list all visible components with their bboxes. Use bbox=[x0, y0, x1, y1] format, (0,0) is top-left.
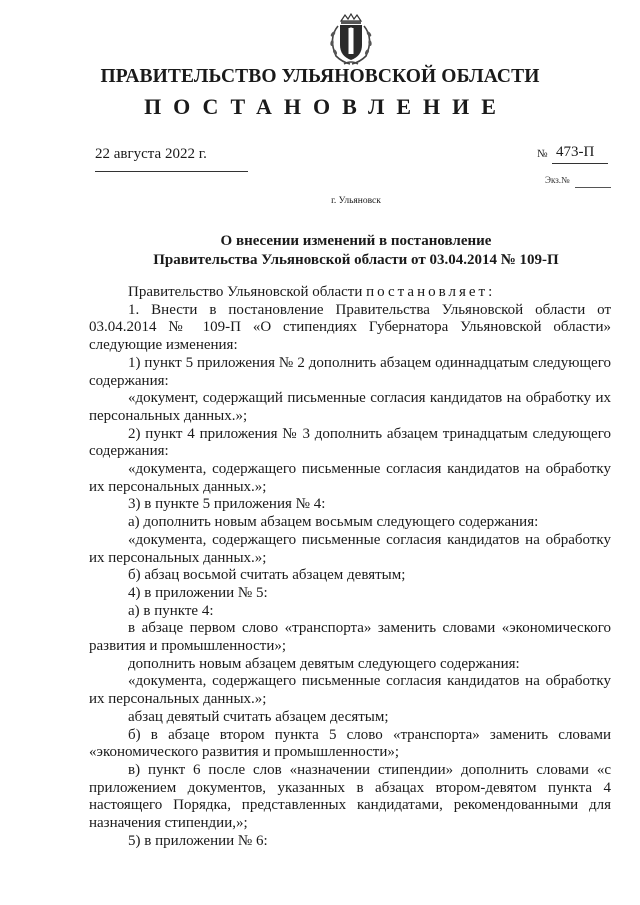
body-paragraph: 2) пункт 4 приложения № 3 дополнить абзацем тринадцатым следующего содержания: bbox=[89, 425, 611, 460]
intro-prefix: Правительство Ульяновской области bbox=[128, 284, 363, 300]
coat-of-arms-icon bbox=[322, 12, 380, 68]
body-paragraph: абзац девятый считать абзацем десятым; bbox=[128, 708, 389, 725]
document-date: 22 августа 2022 г. bbox=[95, 146, 207, 162]
body-paragraph: б) в абзаце втором пункта 5 слово «транспорта» заменить словами «экономического развития и промышленности»; bbox=[89, 726, 611, 761]
number-label: № bbox=[537, 148, 548, 160]
intro-paragraph bbox=[89, 284, 611, 302]
number-underline bbox=[552, 163, 608, 164]
government-heading: ПРАВИТЕЛЬСТВО УЛЬЯНОВСКОЙ ОБЛАСТИ bbox=[100, 66, 540, 87]
body-paragraph: в абзаце первом слово «транспорта» заменить словами «экономического развития и промышленности»; bbox=[89, 620, 611, 655]
body-paragraph: «документ, содержащий письменные согласия кандидатов на обработку их персональных данных.»; bbox=[89, 390, 611, 424]
copy-number-label: Экз.№ bbox=[545, 175, 570, 185]
body-paragraph: дополнить новым абзацем девятым следующего содержания: bbox=[128, 655, 520, 672]
body-paragraph: 1. Внести в постановление Правительства Ульяновской области от 03.04.2014 № 109-П «О стипендиях Губернатора Ульяновской области» следующие изменения: bbox=[89, 301, 611, 354]
body-paragraph: а) в пункте 4: bbox=[128, 602, 214, 619]
body-paragraph: а) дополнить новым абзацем восьмым следующего содержания: bbox=[128, 514, 539, 531]
body-paragraph: «документа, содержащего письменные согласия кандидатов на обработку их персональных данных.»; bbox=[89, 531, 611, 566]
copy-number-underline bbox=[575, 187, 611, 188]
city-name: г. Ульяновск bbox=[331, 196, 381, 206]
document-type-heading: ПОСТАНОВЛЕНИЕ bbox=[144, 94, 508, 119]
body-paragraph: 5) в приложении № 6: bbox=[128, 832, 268, 849]
document-number: 473-П bbox=[556, 144, 595, 160]
body-paragraph: в) пункт 6 после слов «назначении стипендии» дополнить словами «с приложением документов, указанных в абзацах втором-девятом пункта 4 настоящего Порядка, представленных кандидатами, рекомендованными для назначения стипендии,»; bbox=[89, 761, 611, 832]
document-title bbox=[86, 232, 626, 270]
title-line-2: Правительства Ульяновской области от 03.04.2014 № 109-П bbox=[153, 252, 559, 268]
body-paragraph: б) абзац восьмой считать абзацем девятым; bbox=[128, 567, 406, 584]
body-paragraph: «документа, содержащего письменные согласия кандидатов на обработку их персональных данных.»; bbox=[89, 673, 611, 708]
date-underline bbox=[95, 171, 248, 172]
document-body bbox=[89, 284, 611, 851]
body-paragraph: 1) пункт 5 приложения № 2 дополнить абзацем одиннадцатым следующего содержания: bbox=[89, 354, 611, 389]
title-line-1: О внесении изменений в постановление bbox=[220, 233, 492, 249]
intro-resolves: постановляет: bbox=[366, 284, 496, 300]
body-paragraph: 3) в пункте 5 приложения № 4: bbox=[128, 496, 326, 513]
body-paragraph: «документа, содержащего письменные согласия кандидатов на обработку их персональных данных.»; bbox=[89, 461, 611, 495]
body-paragraph: 4) в приложении № 5: bbox=[128, 584, 268, 601]
